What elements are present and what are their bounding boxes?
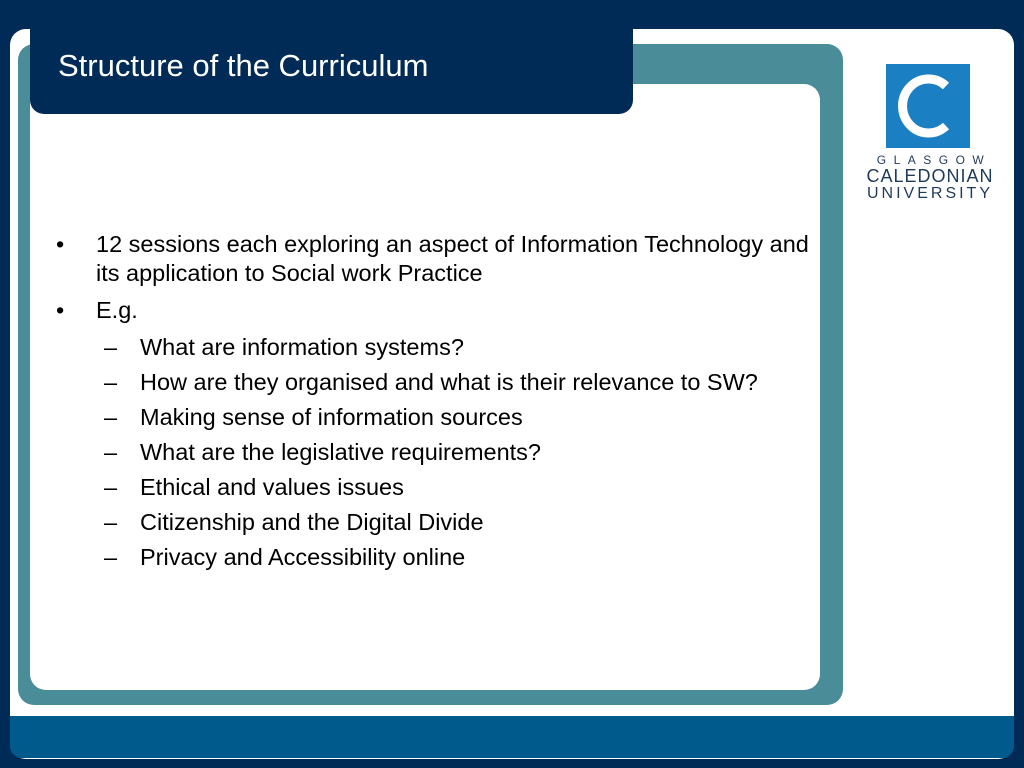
dash-marker: – xyxy=(104,474,118,500)
bullet-text: Ethical and values issues xyxy=(140,474,404,500)
dash-marker: – xyxy=(104,369,118,395)
sub-bullet-item xyxy=(52,473,812,502)
bullet-text: E.g. xyxy=(96,297,138,323)
sub-bullet-item xyxy=(52,508,812,537)
footer-band xyxy=(10,716,1014,758)
dash-marker: – xyxy=(104,509,118,535)
bullet-text: What are information systems? xyxy=(140,334,464,360)
sub-bullet-item xyxy=(52,368,812,397)
sub-bullet-item xyxy=(52,438,812,467)
bullet-text: How are they organised and what is their relevance to SW? xyxy=(140,369,758,395)
dash-marker: – xyxy=(104,404,118,430)
logo-text-line1: GLASGOW xyxy=(876,153,992,167)
bullet-list xyxy=(52,230,812,578)
logo-text-line3: UNIVERSITY xyxy=(866,185,993,202)
dash-marker: – xyxy=(104,544,118,570)
sub-bullet-item xyxy=(52,543,812,572)
bullet-text: What are the legislative requirements? xyxy=(140,439,542,465)
bullet-item xyxy=(52,230,812,288)
bullet-marker: • xyxy=(56,297,65,323)
logo-text-line2: CALEDONIAN xyxy=(866,166,994,186)
bullet-text: Citizenship and the Digital Divide xyxy=(140,509,484,535)
bullet-marker: • xyxy=(56,231,65,257)
dash-marker: – xyxy=(104,439,118,465)
bullet-text: Making sense of information sources xyxy=(140,404,523,430)
bullet-item xyxy=(52,296,812,325)
slide-title: Structure of the Curriculum xyxy=(58,48,429,83)
sub-bullet-item xyxy=(52,333,812,362)
logo-c-icon xyxy=(886,64,970,148)
bullet-text: Privacy and Accessibility online xyxy=(140,544,466,570)
dash-marker: – xyxy=(104,334,118,360)
university-logo xyxy=(858,64,1002,204)
bullet-text: 12 sessions each exploring an aspect of Information Technology and its application to Social work Practice xyxy=(96,231,809,286)
sub-bullet-item xyxy=(52,403,812,432)
